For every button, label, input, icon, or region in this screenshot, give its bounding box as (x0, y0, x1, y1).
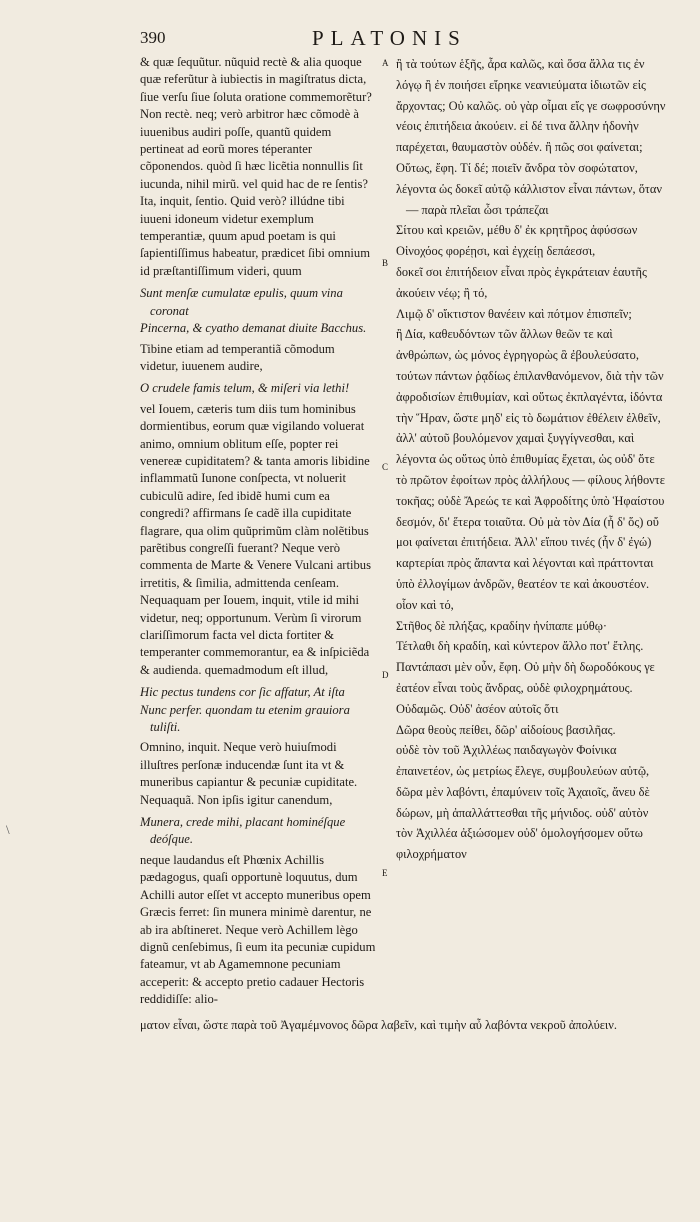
margin-letter-a: A (382, 58, 389, 68)
greek-verse: Λιμῷ δ' οἴκτιστον θανέειν καὶ πότμον ἐπισπεῖν; (396, 306, 632, 321)
latin-paragraph: neque laudandus eſt Phœnix Achillis pædagogus, quaſi opportunè loquutus, dum Achilli autor eſſet vt accepto muneribus opem Græcis ferret: ſin munera minimè darentur, ne ab ira abſtineret. Neque verò Achillem lègo dignũ cenſebimus, ſi eum ita pecuniæ cupidum fateamur, vt ab Agamemnone pecuniam acceperit: & accepto pretio cadauer Hectoris reddidiſſe: alio- (140, 852, 376, 1007)
latin-verse: Munera, crede mihi, placant hominéſque deóſque. (140, 815, 346, 847)
greek-paragraph: Παντάπασι μὲν οὖν, ἔφη. Οὐ μὴν δὴ δωροδόκους γε ἐατέον εἶναι τοὺς ἄνδρας, οὐδὲ φιλοχρημάτους. Οὐδαμῶς. Οὐδ' ἀσέον αὐτοῖς ὅτι (396, 660, 655, 716)
margin-letter-c: C (382, 462, 389, 472)
greek-footer-line: ματον εἶναι, ὥστε παρὰ τοῦ Ἀγαμέμνονος δῶρα λαβεῖν, καὶ τιμὴν αὖ λαβόντα νεκροῦ ἀπολύειν. (140, 1018, 617, 1032)
greek-verse: Οἰνοχόος φορέῃσι, καὶ ἐγχείῃ δεπάεσσι, (396, 244, 596, 259)
greek-verse: Σίτου καὶ κρειῶν, μέθυ δ' ἐκ κρητῆρος ἀφύσσων (396, 223, 638, 238)
latin-verse: Pincerna, & cyatho demanat diuite Bacchus. (140, 321, 367, 336)
latin-verse: Nunc perfer. quondam tu etenim grauiora tuliſti. (140, 702, 350, 735)
greek-verse: — παρὰ πλεῖαι ὦσι τράπεζαι (406, 202, 549, 217)
greek-verse: Δῶρα θεοὺς πείθει, δῶρ' αἰδοίους βασιλῆας. (396, 722, 616, 737)
latin-paragraph: Tibine etiam ad temperantiã cõmodum videtur, iuuenem audire, (140, 341, 335, 373)
greek-verse: Στῆθος δὲ πλήξας, κραδίην ἠνίπαπε μύθῳ· (396, 618, 607, 633)
latin-paragraph: & quæ ſequũtur. nũquid rectè & alia quoque quæ referũtur à iubiectis in magiſtratus dicta, ſiue verſu ſiue ſoluta oratione commemorẽtur? Non rectè. neq; verò arbitror hæc cõmodè à iuuenibus audiri poſſe, quantũ quidem pertineat ad eorũ mores téperanter cõponendos. quòd ſi hæc licẽtia nonnullis ſit iucunda, nihil mirũ. vel quid hac de re ſentis? Ita, inquit, ſentio. Quid verò? illúdne tibi iuueni idoneum videtur exemplum temperantiæ, quum apud poetam is qui ſapientiſſimus habeatur, prædicet ſibi omnium id præſtantiſſimum videri, quum (140, 55, 372, 278)
greek-paragraph: ἢ Δία, καθευδόντων τῶν ἄλλων θεῶν τε καὶ ἀνθρώπων, ὡς μόνος ἐγρηγορὼς ἃ ἐβουλεύσατο, τούτων πάντων ῥᾳδίως ἐπιλανθανόμενον, διὰ τὴν τῶν ἀφροδισίων ἐπιθυμίαν, καὶ οὕτως ἐκπλαγέντα, ἰδόντα τὴν Ἥραν, ὥστε μηδ' εἰς τὸ δωμάτιον ἐθέλειν ἐλθεῖν, ἀλλ' αὐτοῦ βουλόμενον χαμαὶ ξυγγίγνεσθαι, καὶ λέγοντα ὡς οὕτως ὑπὸ ἐπιθυμίας ἔχεται, ὡς οὐδ' ὅτε τὸ πρῶτον ἐφοίτων πρὸς ἀλλήλους — φίλους λήθοντε τοκῆας; οὐδὲ Ἄρεώς τε καὶ Ἀφροδίτης ὑπὸ Ἡφαίστου δεσμόν, δι' ἕτερα τοιαῦτα. Οὐ μὰ τὸν Δία (ἦ δ' ὅς) οὔ μοι φαίνεται ἐπιτήδεια. Ἀλλ' εἴπου τινές (ἦν δ' ἐγώ) καρτερίαι πρὸς ἅπαντα καὶ λέγονται καὶ πράττονται ὑπὸ ἐλλογίμων ἀνδρῶν, θεατέον τε καὶ ἀκουστέον. οἷον καὶ τό, (396, 327, 665, 612)
margin-letter-d: D (382, 670, 389, 680)
latin-verse: Hic pectus tundens cor ſic affatur, At iſta (140, 685, 345, 700)
margin-letter-b: B (382, 258, 389, 268)
latin-paragraph: Omnino, inquit. Neque verò huiuſmodi illuſtres perſonæ inducendæ ſunt ita vt & muneribus capiantur & pecuniæ cupiditate. Nequaquã. Non ipſis igitur canendum, (140, 740, 358, 807)
greek-paragraph: οὐδὲ τὸν τοῦ Ἀχιλλέως παιδαγωγὸν Φοίνικα ἐπαινετέον, ὡς μετρίως ἔλεγε, συμβουλεύων αὐτῷ, δῶρα μὲν λαβόντι, ἐπαμύνειν τοῖς Ἀχαιοῖς, ἄνευ δὲ δώρων, μὴ ἀπαλλάττεσθαι τῆς μήνιδος. οὐδ' αὐτὸν τὸν Ἀχιλλέα ἀξιώσομεν οὐδ' ὁμολογήσομεν οὕτω φιλοχρήματον (396, 743, 650, 862)
latin-column (140, 54, 376, 1009)
page-number: 390 (140, 28, 166, 47)
latin-verse: O crudele famis telum, & miſeri via lethi! (140, 381, 350, 396)
running-title: PLATONIS (312, 26, 467, 50)
latin-verse: Sunt menſæ cumulatæ epulis, quum vina coronat (140, 286, 343, 318)
greek-column (396, 54, 666, 865)
greek-paragraph: ἢ τὰ τούτων ἑξῆς, ἆρα καλῶς, καὶ ὅσα ἄλλα τις ἐν λόγῳ ἢ ἐν ποιήσει εἴρηκε νεανιεύματα ἰδιωτῶν εἰς ἄρχοντας; Οὐ καλῶς. οὐ γὰρ οἶμαι εἴς γε σωφροσύνην νέοις ἐπιτήδεια ἀκούειν. εἰ δέ τινα ἄλλην ἡδονὴν παρέχεται, θαυμαστὸν οὐδέν. ἢ πῶς σοι φαίνεται; Οὕτως, ἔφη. Τί δέ; ποιεῖν ἄνδρα τὸν σοφώτατον, λέγοντα ὡς δοκεῖ αὐτῷ κάλλιστον εἶναι πάντων, ὅταν (396, 57, 666, 196)
greek-verse: Τέτλαθι δὴ κραδίη, καὶ κύντερον ἄλλο ποτ' ἔτλης. (396, 639, 644, 654)
margin-letter-e: E (382, 868, 388, 878)
latin-paragraph: vel Iouem, cæteris tum diis tum hominibus dormientibus, eorum quæ vigilando voluerat animo, omnium oblitum eſſe, popter rei venereæ cupiditatem? & tanta amoris libidine inflammatũ Iunone conſpecta, vt noluerit cubiculũ adire, ſed ibidẽ humi cum ea congredi? affirmans ſe cadẽ illa cupiditate flagrare, qua olim quũprimũm clàm nolẽtibus parẽtibus congreſſi fuerant? Neque verò commenta de Marte & Venere Vulcani artibus irretitis, & ſimilia, admittenda cenſeam. Nequaquam per Iouem, inquit, vtile id mihi videtur, neq; opportunum. Verùm ſi virorum clariſſimorum facta vel dicta fortiter & temperanter commemorantur, ea & inſpiciẽda & audienda. quemadmodum eſt illud, (140, 401, 371, 677)
edge-mark: \ (6, 822, 10, 837)
page-header (140, 26, 660, 50)
greek-paragraph: δοκεῖ σοι ἐπιτήδειον εἶναι πρὸς ἐγκράτειαν ἑαυτῆς ἀκούειν νέῳ; ἢ τό, (396, 264, 647, 300)
